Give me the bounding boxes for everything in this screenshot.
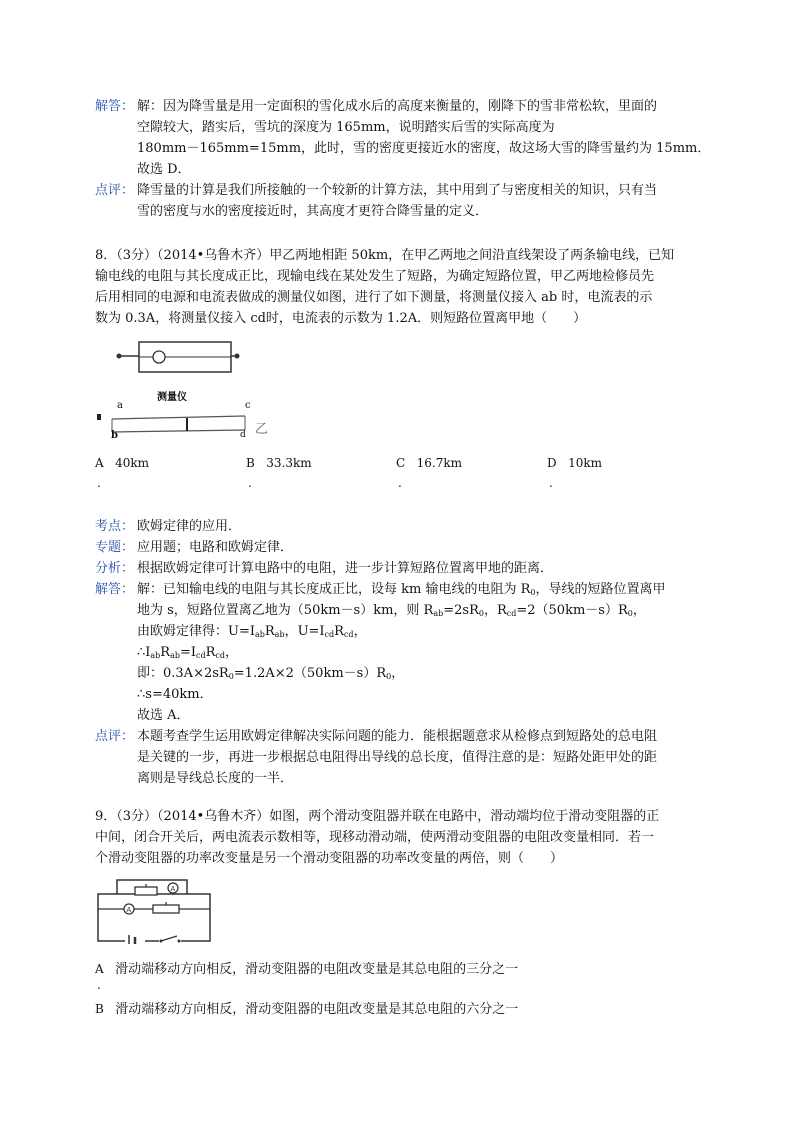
option-dot: . — [97, 476, 101, 490]
q9-circuit-figure — [95, 874, 215, 944]
q7-jieda-line-2: 空隙较大，踏实后，雪坑的深度为 165mm，说明踏实后雪的实际高度为 — [137, 120, 555, 135]
jieda-label: 解答： — [95, 582, 135, 597]
q9-option-a[interactable]: A 滑动端移动方向相反，滑动变阻器的电阻改变量是其总电阻的三分之一 — [95, 962, 519, 977]
q8-jieda-line-2: 地为 s，短路位置离乙地为（50km－s）km，则 $R_{ab}=2sR_0$，$R_{cd}=2(50km-s)R_0$， — [137, 603, 646, 618]
q9-stem-line-1: 9．（3分）（2014•乌鲁木齐）如图，两个滑动变阻器并联在电路中，滑动端均位于滑动变阻器的正 — [95, 809, 660, 824]
q8-jieda-line-4: $\therefore I_{ab}R_{ab}=I_{cd}R_{cd}$， — [137, 645, 239, 660]
q8-dianping-line-2: 是关键的一步，再进一步根据总电阻得出导线的总长度，值得注意的是：短路处距甲处的距 — [137, 750, 658, 765]
zhuanti-label: 专题： — [95, 540, 135, 555]
dianping-label: 点评： — [95, 729, 135, 744]
svg-text:A: A — [170, 886, 176, 893]
option-dot: . — [97, 978, 101, 992]
q8-dianping-line-3: 离则是导线总长度的一半． — [137, 771, 294, 786]
q7-jieda-line-3: 180mm－165mm=15mm，此时，雪的密度更接近水的密度，故这场大雪的降雪量约为 15mm． — [137, 141, 711, 156]
q8-option-c[interactable]: C 16.7km — [396, 456, 463, 470]
q8-jieda-line-3: 由欧姆定律得：$U=I_{ab}R_{ab}$，$U=I_{cd}R_{cd}$， — [137, 624, 367, 639]
dianping-label: 点评： — [95, 183, 135, 198]
q7-jieda-line-4: 故选 D． — [137, 162, 191, 177]
meter-label: 测量仪 — [157, 392, 187, 403]
q8-jieda-line-7: 故选 A． — [137, 708, 190, 723]
svg-text:A: A — [126, 907, 132, 914]
q8-circuit-figure — [95, 334, 275, 444]
q8-stem-line-2: 输电线的电阻与其长度成正比，现输电线在某处发生了短路，为确定短路位置，甲乙两地检修员先 — [95, 269, 655, 284]
option-dot: . — [398, 476, 402, 490]
q8-stem-line-3: 后用相同的电源和电流表做成的测量仪如图，进行了如下测量，将测量仪接入 ab 时，电流表的示 — [95, 290, 653, 305]
q8-fenxi: 分析： 根据欧姆定律可计算电路中的电阻，进一步计算短路位置离甲地的距离． — [95, 558, 705, 579]
q8-option-a[interactable]: A 40km — [95, 456, 150, 470]
terminal-c-label: c — [245, 400, 251, 411]
q8-zhuanti: 专题： 应用题；电路和欧姆定律． — [95, 537, 705, 558]
q8-stem-line-4: 数为 0.3A，将测量仪接入 cd时，电流表的示数为 1.2A．则短路位置离甲地（ ） — [95, 311, 587, 326]
parallel-rheostat-circuit-diagram — [95, 874, 215, 944]
terminal-b-label: b — [111, 430, 118, 441]
kaodian-label: 考点： — [95, 519, 135, 534]
location-yi-label: 乙 — [255, 422, 269, 437]
q8-jieda-line-5: 即：$0.3A\times 2sR_0=1.2A\times 2(50km-s)R_0$， — [137, 666, 405, 681]
q8-option-b[interactable]: B 33.3km — [246, 456, 312, 470]
q8-option-d[interactable]: D 10km — [547, 456, 602, 470]
q8-jieda-line-1: 解答： 解：已知输电线的电阻与其长度成正比，设每 km 输电线的电阻为 $R_0$，导线的短路位置离甲 — [95, 579, 705, 600]
q9-option-b[interactable]: B 滑动端移动方向相反，滑动变阻器的电阻改变量是其总电阻的六分之一 — [95, 1002, 519, 1017]
q8-kaodian: 考点： 欧姆定律的应用． — [95, 516, 705, 537]
terminal-a-label: a — [117, 400, 123, 411]
option-dot: . — [549, 476, 553, 490]
q7-dianping-line-1: 点评： 降雪量的计算是我们所接触的一个较新的计算方法，其中用到了与密度相关的知识，只有当 — [95, 180, 705, 201]
q7-dianping-line-2: 雪的密度与水的密度接近时，其高度才更符合降雪量的定义． — [137, 204, 489, 219]
fenxi-label: 分析： — [95, 561, 135, 576]
q9-stem-line-3: 个滑动变阻器的功率改变量是另一个滑动变阻器的功率改变量的两倍，则（ ） — [95, 851, 564, 866]
option-dot: . — [248, 476, 252, 490]
jieda-label: 解答： — [95, 99, 135, 114]
q7-jieda-line-1: 解答： 解：因为降雪量是用一定面积的雪化成水后的高度来衡量的，刚降下的雪非常松软，里面的 — [95, 96, 705, 117]
q9-stem-line-2: 中间，闭合开关后，两电流表示数相等，现移动滑动端，使两滑动变阻器的电阻改变量相同．若一 — [95, 830, 655, 845]
q8-dianping-line-1: 点评： 本题考查学生运用欧姆定律解决实际问题的能力．能根据题意求从检修点到短路处的总电阻 — [95, 726, 705, 747]
terminal-d-label: d — [240, 430, 246, 440]
q8-jieda-line-6: ∴s=40km． — [137, 687, 213, 702]
q8-stem-line-1: 8．（3分）（2014•乌鲁木齐）甲乙两地相距 50km，在甲乙两地之间沿直线架设了两条输电线，已知 — [95, 248, 675, 263]
